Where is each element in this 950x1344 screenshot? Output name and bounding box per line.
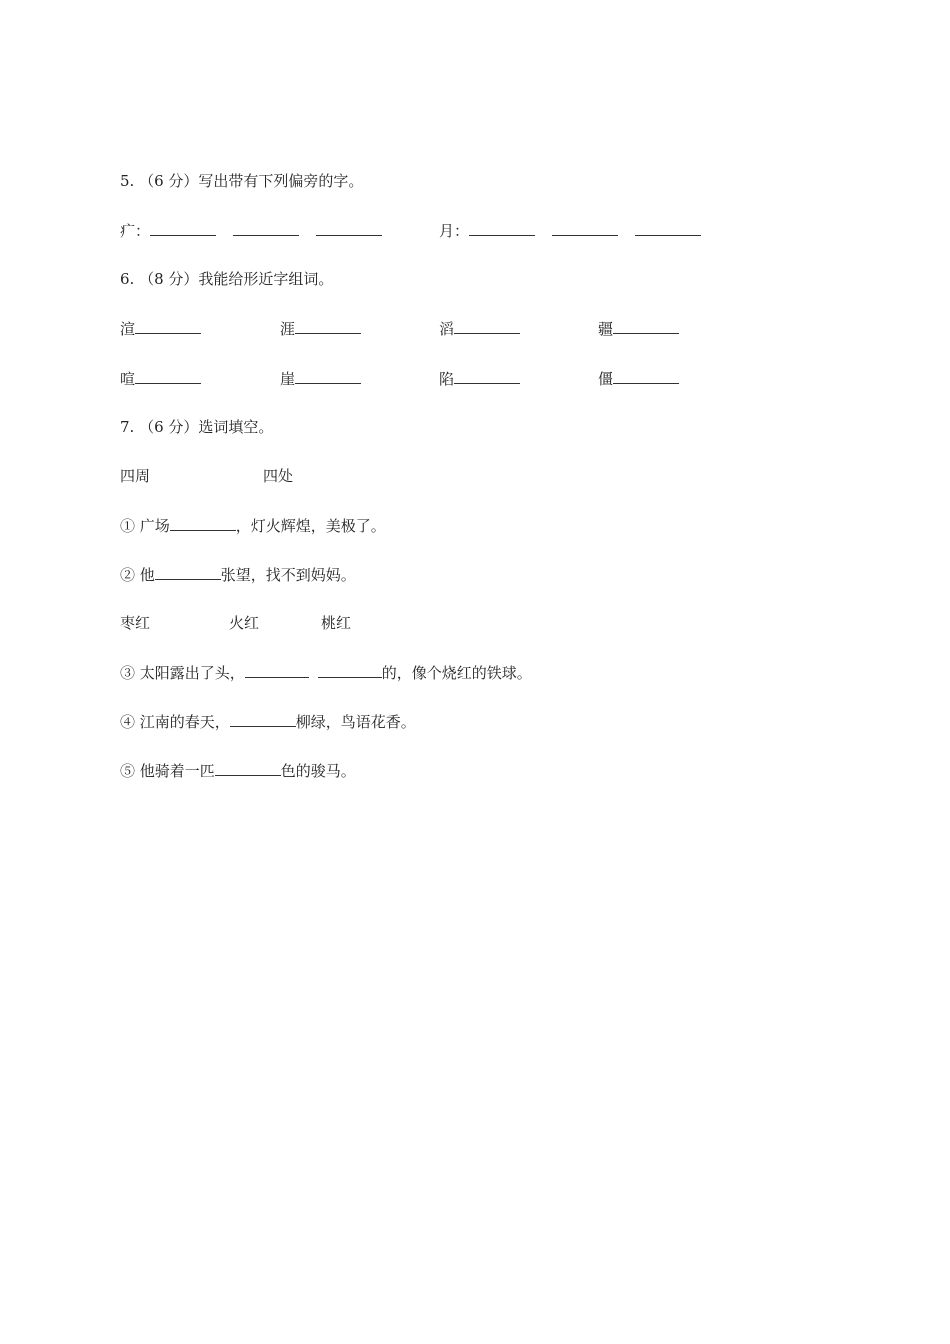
- answer-blank[interactable]: [233, 220, 299, 236]
- q7-sentence-1: [120, 515, 386, 535]
- answer-blank[interactable]: [150, 220, 216, 236]
- q7-sentence-5: [120, 760, 356, 780]
- q5-radical-group-2: [439, 220, 701, 241]
- answer-blank[interactable]: [230, 711, 296, 727]
- answer-blank[interactable]: [215, 760, 281, 776]
- sentence-text: 色的骏马。: [280, 762, 356, 780]
- q6-char: 涯: [280, 320, 296, 338]
- answer-blank[interactable]: [635, 220, 701, 236]
- sentence-text: 的，像个烧红的铁球。: [381, 664, 532, 682]
- q7-sentence-3: [120, 662, 532, 682]
- answer-blank[interactable]: [295, 368, 361, 384]
- answer-blank[interactable]: [318, 662, 382, 678]
- sentence-text: ⑤ 他骑着一匹: [120, 762, 215, 780]
- q6-char: 渲: [120, 320, 136, 338]
- answer-blank[interactable]: [454, 318, 520, 334]
- answer-blank[interactable]: [170, 515, 236, 531]
- word-pair: [598, 368, 679, 389]
- q7-sentence-2: [120, 564, 356, 584]
- answer-blank[interactable]: [245, 662, 309, 678]
- q6-char: 僵: [598, 370, 614, 388]
- word-pair: [439, 318, 520, 339]
- q6-row-2: [120, 368, 720, 388]
- answer-blank[interactable]: [135, 368, 201, 384]
- answer-blank[interactable]: [454, 368, 520, 384]
- q7-options-2: [120, 613, 420, 633]
- q7-sentence-4: [120, 711, 416, 731]
- word-pair: [120, 368, 201, 389]
- sentence-text: ① 广场: [120, 517, 170, 535]
- answer-blank[interactable]: [552, 220, 618, 236]
- sentence-text: 柳绿，鸟语花香。: [295, 713, 416, 731]
- option-word: 四周: [120, 467, 151, 485]
- sentence-text: ，灯火辉煌，美极了。: [235, 517, 386, 535]
- option-word: 四处: [263, 467, 294, 485]
- sentence-text: ② 他: [120, 566, 155, 584]
- answer-blank[interactable]: [316, 220, 382, 236]
- option-word: 枣红: [120, 614, 151, 632]
- word-pair: [280, 318, 361, 339]
- option-word: 火红: [229, 614, 260, 632]
- q6-char: 滔: [439, 320, 455, 338]
- q7-options-1: [120, 466, 420, 486]
- sentence-text: ③ 太阳露出了头，: [120, 664, 245, 682]
- option-word: 桃红: [321, 614, 352, 632]
- word-pair: [598, 318, 679, 339]
- q6-char: 喧: [120, 370, 136, 388]
- answer-blank[interactable]: [155, 564, 221, 580]
- q5-answer-row: [120, 220, 760, 240]
- q5-radical-label-1: 疒：: [120, 222, 151, 240]
- q6-title: 6. （8 分）我能给形近字组词。: [120, 270, 334, 288]
- word-pair: [280, 368, 361, 389]
- q5-title: 5. （6 分）写出带有下列偏旁的字。: [120, 172, 364, 190]
- answer-blank[interactable]: [469, 220, 535, 236]
- q6-char: 陷: [439, 370, 455, 388]
- sentence-text: ④ 江南的春天，: [120, 713, 230, 731]
- q6-char: 崖: [280, 370, 296, 388]
- q6-row-1: [120, 318, 720, 338]
- word-pair: [439, 368, 520, 389]
- q5-radical-label-2: 月：: [439, 222, 470, 240]
- answer-blank[interactable]: [613, 318, 679, 334]
- word-pair: [120, 318, 201, 339]
- answer-blank[interactable]: [613, 368, 679, 384]
- q6-char: 疆: [598, 320, 614, 338]
- answer-blank[interactable]: [135, 318, 201, 334]
- q5-radical-group-1: [120, 220, 382, 241]
- answer-blank[interactable]: [295, 318, 361, 334]
- sentence-text: 张望，找不到妈妈。: [220, 566, 356, 584]
- q7-title: 7. （6 分）选词填空。: [120, 418, 274, 436]
